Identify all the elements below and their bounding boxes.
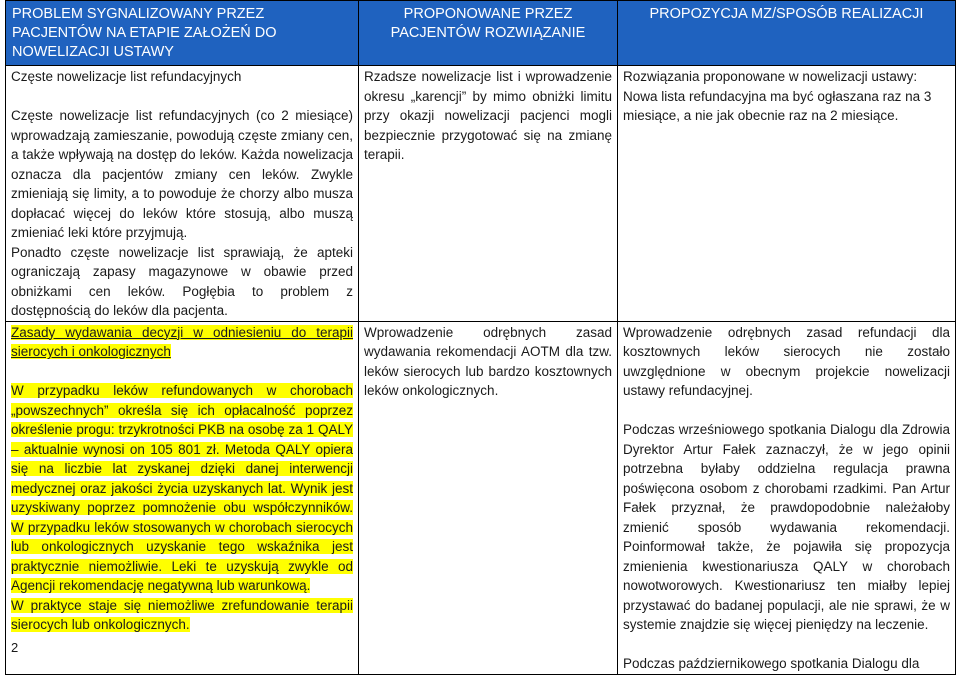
spacer (11, 362, 353, 382)
row2-proposal-cell (618, 321, 956, 674)
row2-problem-cell (6, 321, 359, 674)
row1-solution-text: Rzadsze nowelizacje list i wprowadzenie okresu „karencji” by mimo obniżki limitu przy okazji nowelizacji pacjenci mogli bezpiecznie przygotować się na zmianę terapii. (364, 69, 612, 162)
row2-problem-title: Zasady wydawania decyzji w odniesieniu do terapii sierocych i onkologicznych (11, 324, 353, 359)
row1-problem-paragraph-1: Częste nowelizacje list refundacyjnych (co 2 miesiące) wprowadzają zamieszanie, powodują częste zmiany cen, a także wpływają na dostęp do leków. Każda nowelizacja oznacza dla pacjentów zmiany cen leków. Zwykle zmieniają się limity, a to powoduje że chorzy albo musza dopłacać więcej do leków które stosują, albo muszą zmieniać leki które przyjmują. (11, 108, 353, 240)
header-row (6, 1, 956, 66)
page-number: 2 (11, 640, 19, 655)
spacer (11, 87, 353, 107)
table-row (6, 321, 956, 674)
row1-proposal-cell (618, 66, 956, 322)
row2-problem-paragraph-2: W praktyce staje się niemożliwe zrefundowanie terapii sierocych lub onkologicznych. (11, 597, 353, 632)
row2-problem-paragraph-1: W przypadku leków refundowanych w chorobach „powszechnych” określa się ich opłacalność poprzez określenie progu: trzykrotności PKB na osobę za 1 QALY – aktualnie wynosi on 105 801 zł. Metoda QALY opiera się na liczbie lat zyskanej dzięki danej interwencji medycznej oraz jakości życia uzyskanych lat. Wynik jest uzyskiwany poprzez pomnożenie obu współczynników. W przypadku leków stosowanych w chorobach sierocych lub onkologicznych uzyskanie tego wskaźnika jest praktycznie niemożliwie. Leki te uzyskują zwykle od Agencji rekomendację negatywną lub warunkową. (11, 383, 353, 593)
row2-proposal-paragraph-3: Podczas październikowego spotkania Dialogu dla (623, 656, 920, 671)
row1-problem-cell (6, 66, 359, 322)
row1-problem-title: Częste nowelizacje list refundacyjnych (11, 69, 242, 84)
header-solution: PROPONOWANE PRZEZ PACJENTÓW ROZWIĄZANIE (359, 1, 618, 66)
header-problem: PROBLEM SYGNALIZOWANY PRZEZ PACJENTÓW NA ETAPIE ZAŁOŻEŃ DO NOWELIZACJI USTAWY (6, 1, 359, 66)
row1-solution-cell (359, 66, 618, 322)
row2-solution-text: Wprowadzenie odrębnych zasad wydawania rekomendacji AOTM dla tzw. leków sierocych lub bardzo kosztownych leków onkologicznych. (364, 324, 612, 398)
header-proposal: PROPOZYCJA MZ/SPOSÓB REALIZACJI (618, 1, 956, 66)
row1-proposal-text: Rozwiązania proponowane w nowelizacji ustawy: Nowa lista refundacyjna ma być ogłaszana raz na 3 miesiące, a nie jak obecnie raz na 2 miesiące. (623, 69, 932, 123)
row2-solution-cell (359, 321, 618, 674)
row2-proposal-paragraph-1: Wprowadzenie odrębnych zasad refundacji dla kosztownych leków sierocych nie zostało uwzględnione w obecnym projekcie nowelizacji ustawy refundacyjnej. (623, 324, 950, 398)
refund-issues-table (5, 0, 956, 675)
spacer (623, 401, 950, 421)
spacer (623, 635, 950, 655)
table-row (6, 66, 956, 322)
row2-proposal-paragraph-2: Podczas wrześniowego spotkania Dialogu dla Zdrowia Dyrektor Artur Fałek zaznaczył, że w jego opinii potrzebna byłaby oddzielna regulacja prawna poświęcona osobom z chorobami rzadkimi. Pan Artur Fałek przyznał, że prawdopodobnie należałoby zmienić sposób wydawania rekomendacji. Poinformował także, że pojawiła się propozycja zmienienia kwestionariusza QALY w chorobach nowotworowych. Kwestionariusz ten miałby lepiej przystawać do badanej populacji, ale nie sprawi, że w systemie znajdzie się więcej pieniędzy na leczenie. (623, 422, 950, 632)
row1-problem-paragraph-2: Ponadto częste nowelizacje list sprawiają, że apteki ograniczają zapasy magazynowe w obawie przed obniżkami cen leków. Pogłębia to problem z dostępnością do leków dla pacjenta. (11, 244, 353, 318)
